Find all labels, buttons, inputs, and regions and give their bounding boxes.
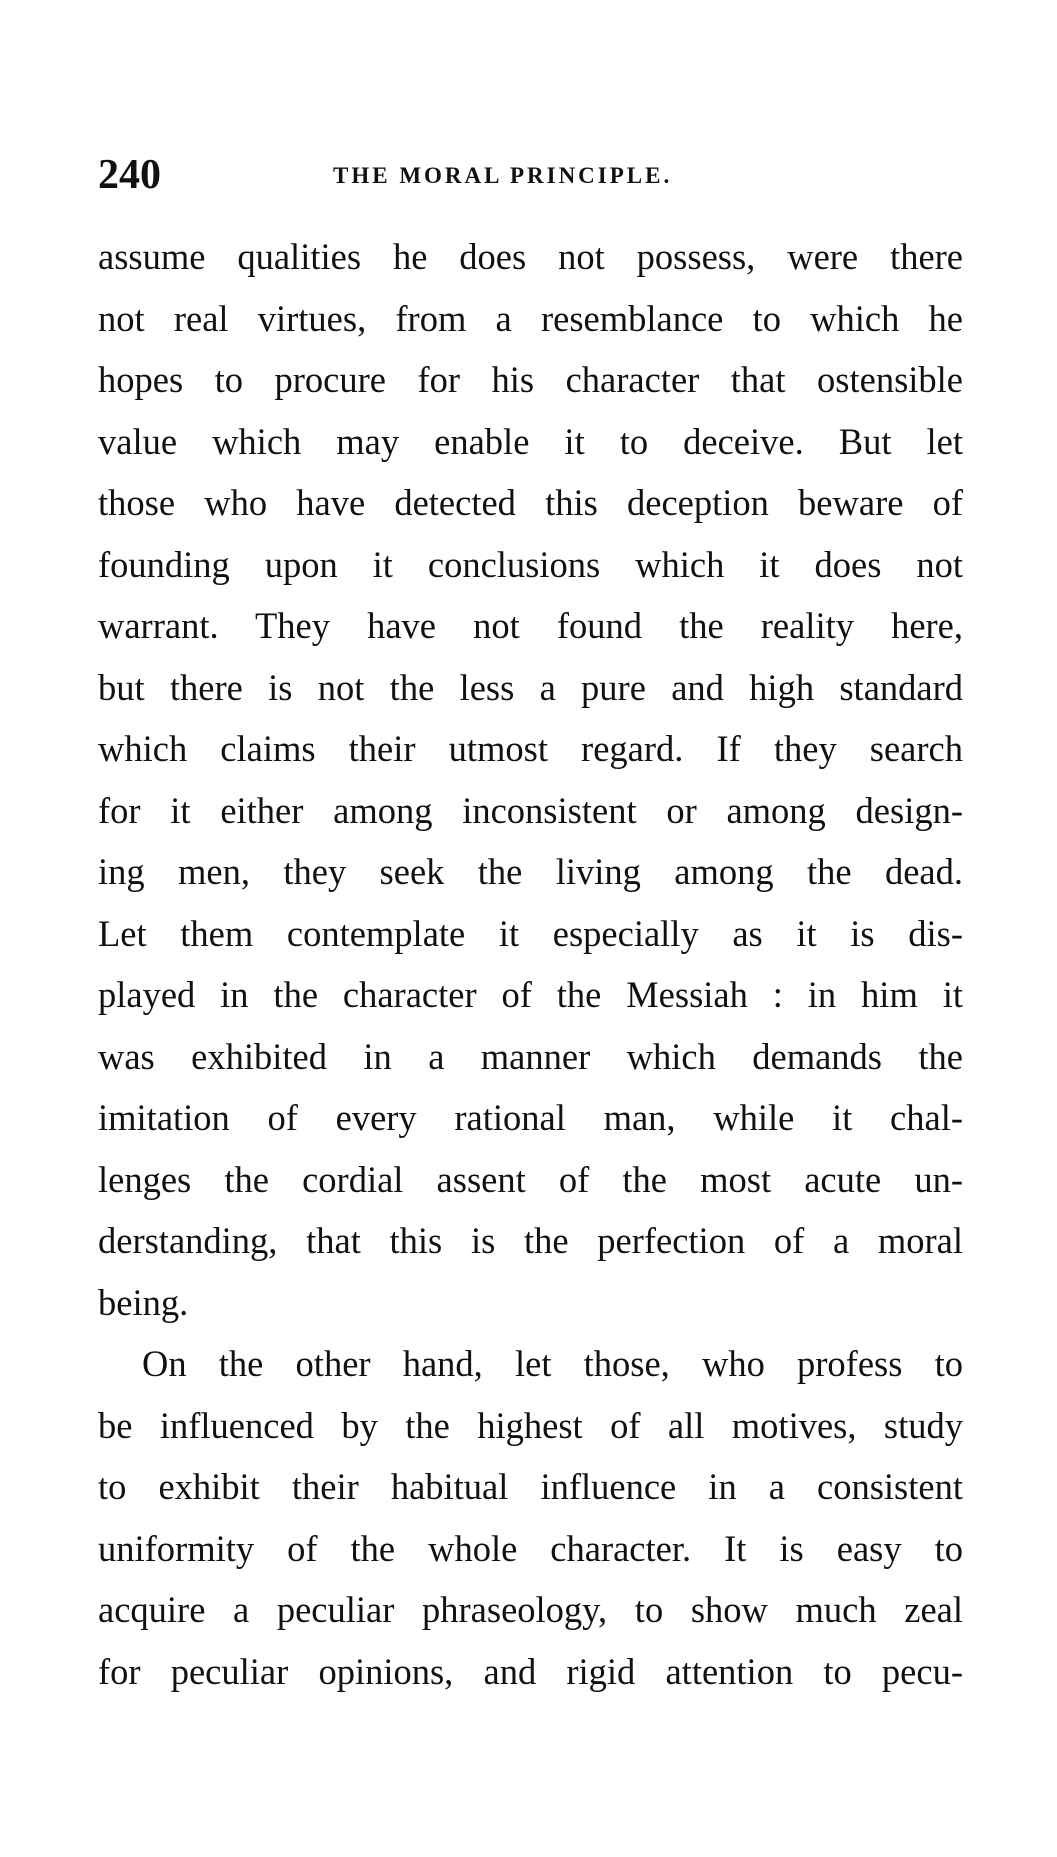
page-number: 240 bbox=[98, 152, 161, 198]
text-line: played in the character of the Messiah : in him it bbox=[98, 974, 963, 1015]
running-title: THE MORAL PRINCIPLE. bbox=[333, 163, 673, 188]
running-head bbox=[98, 150, 968, 200]
paragraph-1 bbox=[98, 226, 963, 1333]
text-line: assume qualities he does not possess, were there bbox=[98, 236, 963, 277]
text-line: hopes to procure for his character that ostensible bbox=[98, 359, 963, 400]
text-line: ing men, they seek the living among the dead. bbox=[98, 851, 963, 892]
text-line: be influenced by the highest of all motives, study bbox=[98, 1404, 963, 1446]
text-line: those who have detected this deception beware of bbox=[98, 482, 963, 523]
text-line: acquire a peculiar phraseology, to show much zeal bbox=[98, 1589, 963, 1630]
text-line: to exhibit their habitual influence in a consistent bbox=[98, 1466, 963, 1507]
text-line: lenges the cordial assent of the most acute un- bbox=[98, 1158, 963, 1200]
text-line: founding upon it conclusions which it does not bbox=[98, 543, 963, 585]
text-line: which claims their utmost regard. If they search bbox=[98, 728, 963, 769]
paragraph-2 bbox=[98, 1333, 963, 1702]
text-line: for it either among inconsistent or among design- bbox=[98, 789, 963, 831]
text-line: for peculiar opinions, and rigid attention to pecu- bbox=[98, 1650, 963, 1692]
text-line: not real virtues, from a resemblance to which he bbox=[98, 297, 963, 339]
body-text bbox=[98, 226, 963, 1702]
text-line: was exhibited in a manner which demands the bbox=[98, 1035, 963, 1077]
text-line: derstanding, that this is the perfection of a moral bbox=[98, 1220, 963, 1261]
text-line: On the other hand, let those, who profess to bbox=[142, 1343, 963, 1384]
text-line: uniformity of the whole character. It is easy to bbox=[98, 1527, 963, 1569]
text-line: being. bbox=[98, 1281, 189, 1323]
text-line: imitation of every rational man, while it chal- bbox=[98, 1097, 963, 1138]
text-line: value which may enable it to deceive. But let bbox=[98, 420, 963, 462]
text-line: Let them contemplate it especially as it is dis- bbox=[98, 912, 963, 954]
text-line: warrant. They have not found the reality here, bbox=[98, 605, 963, 646]
text-line: but there is not the less a pure and high standard bbox=[98, 666, 963, 708]
